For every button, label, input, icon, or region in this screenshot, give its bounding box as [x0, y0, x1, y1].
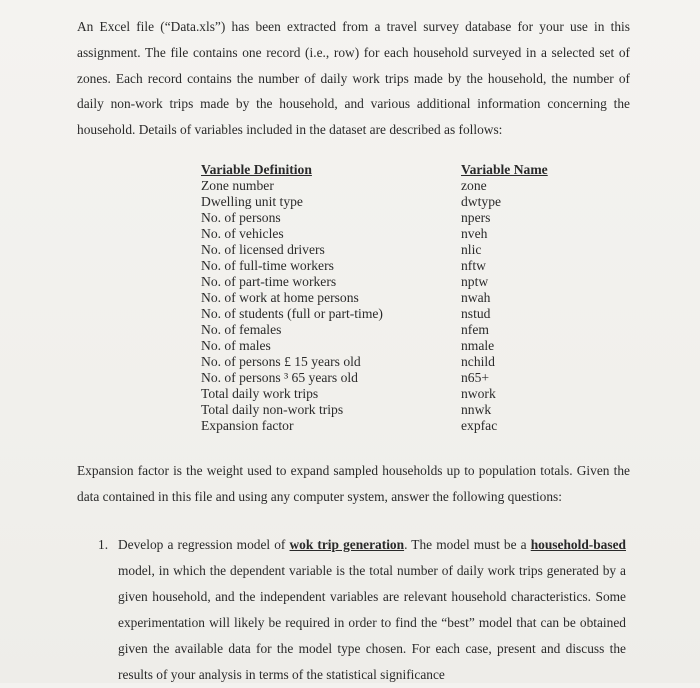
- variable-name: nchild: [461, 354, 495, 369]
- variable-definition: Zone number: [201, 178, 274, 193]
- variable-name: nnwk: [461, 402, 492, 417]
- question-1-part2: . The model must be a: [404, 537, 531, 552]
- variable-name: nftw: [461, 258, 486, 273]
- variable-row: [201, 242, 561, 258]
- variable-definition: No. of persons: [201, 210, 281, 225]
- variable-row: [201, 290, 561, 306]
- expansion-paragraph: Expansion factor is the weight used to expand sampled households up to population totals. Given the data contained in this file and using any computer system, answer the following questions:: [77, 463, 630, 504]
- header-variable-definition: Variable Definition: [201, 162, 312, 177]
- variable-row: [201, 194, 561, 210]
- variable-definition: Total daily work trips: [201, 386, 319, 401]
- variable-definition: No. of students (full or part-time): [201, 306, 383, 321]
- variable-name: nwah: [461, 290, 491, 305]
- variable-definition: No. of work at home persons: [201, 290, 359, 305]
- intro-paragraph: An Excel file (“Data.xls”) has been extracted from a travel survey database for your use in this assignment. The file contains one record (i.e., row) for each household surveyed in a selected set of zones. Each record contains the number of daily work trips made by the household, the number of daily non-work trips made by the household, and various additional information concerning the household. Details of variables included in the dataset are described as follows:: [77, 19, 630, 138]
- header-variable-name: Variable Name: [461, 162, 548, 177]
- variable-definition: No. of vehicles: [201, 226, 284, 241]
- question-1-part3: model, in which the dependent variable is the total number of daily work trips generated by a given household, and the independent variables are relevant household characteristics. Some experimentation will likely be required in order to find the “best” model that can be obtained given the available data for the model type chosen. For each case, present and discuss the results of your analysis in terms of the statistical significance: [118, 563, 626, 682]
- variable-table: [201, 162, 561, 434]
- variable-table-header: [201, 162, 561, 178]
- variable-definition: No. of persons ³ 65 years old: [201, 370, 358, 385]
- variable-row: [201, 226, 561, 242]
- variable-name: npers: [461, 210, 491, 225]
- variable-row: [201, 386, 561, 402]
- variable-row: [201, 274, 561, 290]
- variable-definition: No. of persons £ 15 years old: [201, 354, 361, 369]
- variable-name: zone: [461, 178, 487, 193]
- variable-row: [201, 402, 561, 418]
- variable-name: expfac: [461, 418, 498, 433]
- variable-row: [201, 178, 561, 194]
- variable-row: [201, 210, 561, 226]
- variable-row: [201, 306, 561, 322]
- variable-row: [201, 354, 561, 370]
- variable-definition: Total daily non-work trips: [201, 402, 344, 417]
- variable-name: nfem: [461, 322, 489, 337]
- variable-row: [201, 418, 561, 434]
- variable-definition: Expansion factor: [201, 418, 294, 433]
- variable-definition: No. of males: [201, 338, 271, 353]
- variable-name: nptw: [461, 274, 489, 289]
- question-1-part1: Develop a regression model of: [118, 537, 290, 552]
- variable-name: nstud: [461, 306, 491, 321]
- variable-name: nveh: [461, 226, 488, 241]
- variable-name: nlic: [461, 242, 482, 257]
- question-1-emphasis-work-trip-generation: wok trip generation: [289, 537, 405, 552]
- variable-definition: Dwelling unit type: [201, 194, 303, 209]
- variable-name: dwtype: [461, 194, 502, 209]
- variable-name: nwork: [461, 386, 496, 401]
- variable-row: [201, 322, 561, 338]
- variable-definition: No. of part-time workers: [201, 274, 337, 289]
- variable-name: nmale: [461, 338, 495, 353]
- variable-definition: No. of licensed drivers: [201, 242, 325, 257]
- variable-row: [201, 338, 561, 354]
- question-1-emphasis-household-based: household-based: [530, 537, 626, 552]
- variable-row: [201, 258, 561, 274]
- variable-definition: No. of full-time workers: [201, 258, 334, 273]
- variable-row: [201, 370, 561, 386]
- variable-rows: [201, 178, 561, 434]
- question-1-text: [118, 532, 626, 688]
- variable-name: n65+: [461, 370, 490, 385]
- variable-definition: No. of females: [201, 322, 282, 337]
- question-number: 1.: [98, 537, 109, 552]
